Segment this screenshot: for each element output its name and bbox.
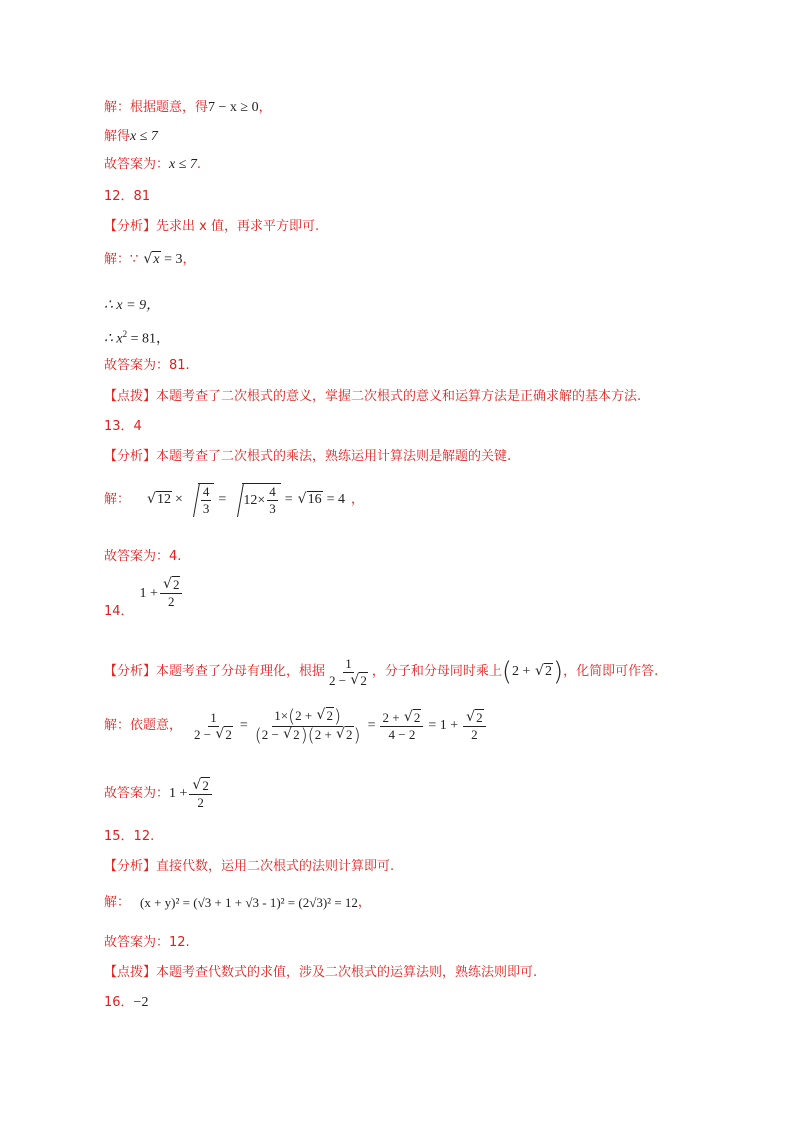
analysis-text: 【分析】本题考查了分母有理化，根据 <box>104 664 326 679</box>
solution-line-2 <box>104 127 158 147</box>
sqrt-sign: √ 12 <box>147 490 172 510</box>
question-15-point: 【点拨】本题考查代数式的求值，涉及二次根式的运算法则，熟练法则即可. <box>104 965 538 980</box>
fraction: $\frac{1}{2 - √ 2}$ <box>327 656 370 689</box>
answer-expression: 1 + √ $\frac{2}{2}$ <box>169 778 214 811</box>
step-text: = 81， <box>127 331 171 347</box>
punct: ， <box>351 492 365 507</box>
question-13-answer: 13．4 <box>104 419 142 434</box>
step-text: ∴ x = 9， <box>104 298 161 313</box>
substitution-expression: (x + y)² = (√3 + 1 + √3 - 1)² = (2√3)² = 12 <box>140 895 358 910</box>
step-text: ∴ x <box>104 331 123 347</box>
question-16-answer <box>104 993 148 1013</box>
sqrt-sign: √ 16 <box>298 490 323 510</box>
solution-label: 解：∵ <box>104 252 139 267</box>
question-15-answer-line: 故答案为：12. <box>104 935 190 950</box>
solution-line-1 <box>104 98 272 118</box>
question-12-answer-line: 故答案为：81. <box>104 358 190 373</box>
answer-value: x ≤ 7 <box>169 157 197 172</box>
answer-line-11 <box>104 155 201 175</box>
question-number: 16． <box>104 995 134 1010</box>
question-12-answer: 12．81 <box>104 189 151 204</box>
sqrt-sign <box>143 250 160 270</box>
question-13-analysis: 【分析】本题考查了二次根式的乘法，熟练运用计算法则是解题的关键. <box>104 449 512 464</box>
question-13-solution <box>104 478 364 522</box>
question-12-solution <box>104 250 196 270</box>
answer-label: 故答案为： <box>104 157 170 172</box>
sqrt-equation <box>142 252 182 267</box>
question-14-analysis <box>104 652 658 692</box>
solution-label: 解： <box>104 492 131 507</box>
punct: ， <box>258 100 272 115</box>
question-14-answer <box>104 577 184 622</box>
multiplication-expression: √ 12 × $\frac{4}{3}$ = 12× $\frac{4}{3}$ = √ 16 = 4 <box>146 483 349 517</box>
question-13-answer-line: 故答案为：4. <box>104 549 182 564</box>
sqrt-sign: 12× $\frac{4}{3}$ <box>231 483 280 517</box>
sqrt-sign: $\frac{4}{3}$ <box>187 483 215 517</box>
multiplier-expression: (2 + √ 2) <box>502 662 563 682</box>
answer-value: −2 <box>133 995 149 1010</box>
solved-label: 解得 <box>104 129 131 144</box>
punct: ， <box>357 895 371 910</box>
inequality: 7 − x ≥ 0 <box>208 100 259 115</box>
question-12-point: 【点拨】本题考查了二次根式的意义，掌握二次根式的意义和运算方法是正确求解的基本方法. <box>104 389 642 404</box>
question-15-solution <box>104 890 371 916</box>
equation-rest: = 3 <box>160 252 183 267</box>
answer-expression: 1 + √ $\frac{2}{2}$ <box>140 577 185 610</box>
solution-label: 解： <box>104 895 131 910</box>
question-14-solution <box>104 704 488 748</box>
analysis-text: ，化简即可作答. <box>563 664 659 679</box>
punct: ， <box>182 252 196 267</box>
rationalization-expression: $\frac{1}{2 - √ 2}$ = $\frac{1\times(2 + √ 2)}{(2 - √ 2)(2 + √ 2)}$ = $\frac{2 + √ 2}{4 - 2}$ = 1 + √ $\frac{2}{2}$ <box>190 708 488 743</box>
solution-label: 解：根据题意，得 <box>104 100 209 115</box>
radicand: x <box>153 252 160 267</box>
question-12-step-1 <box>104 296 160 316</box>
analysis-text: ，分子和分母同时乘上 <box>371 664 502 679</box>
question-12-analysis: 【分析】先求出 x 值，再求平方即可. <box>104 219 320 234</box>
punct: . <box>196 157 202 172</box>
question-15-analysis: 【分析】直接代数，运用二次根式的法则计算即可. <box>104 859 395 874</box>
question-12-step-2 <box>104 324 170 349</box>
solution-label: 解：依题意， <box>104 718 183 733</box>
question-15-answer: 15．12. <box>104 829 155 844</box>
question-number: 14． <box>104 604 134 619</box>
answer-label: 故答案为： <box>104 786 170 801</box>
exponent: 2 <box>122 329 128 339</box>
question-14-answer-line <box>104 774 214 814</box>
inequality-result: x ≤ 7 <box>130 129 158 144</box>
